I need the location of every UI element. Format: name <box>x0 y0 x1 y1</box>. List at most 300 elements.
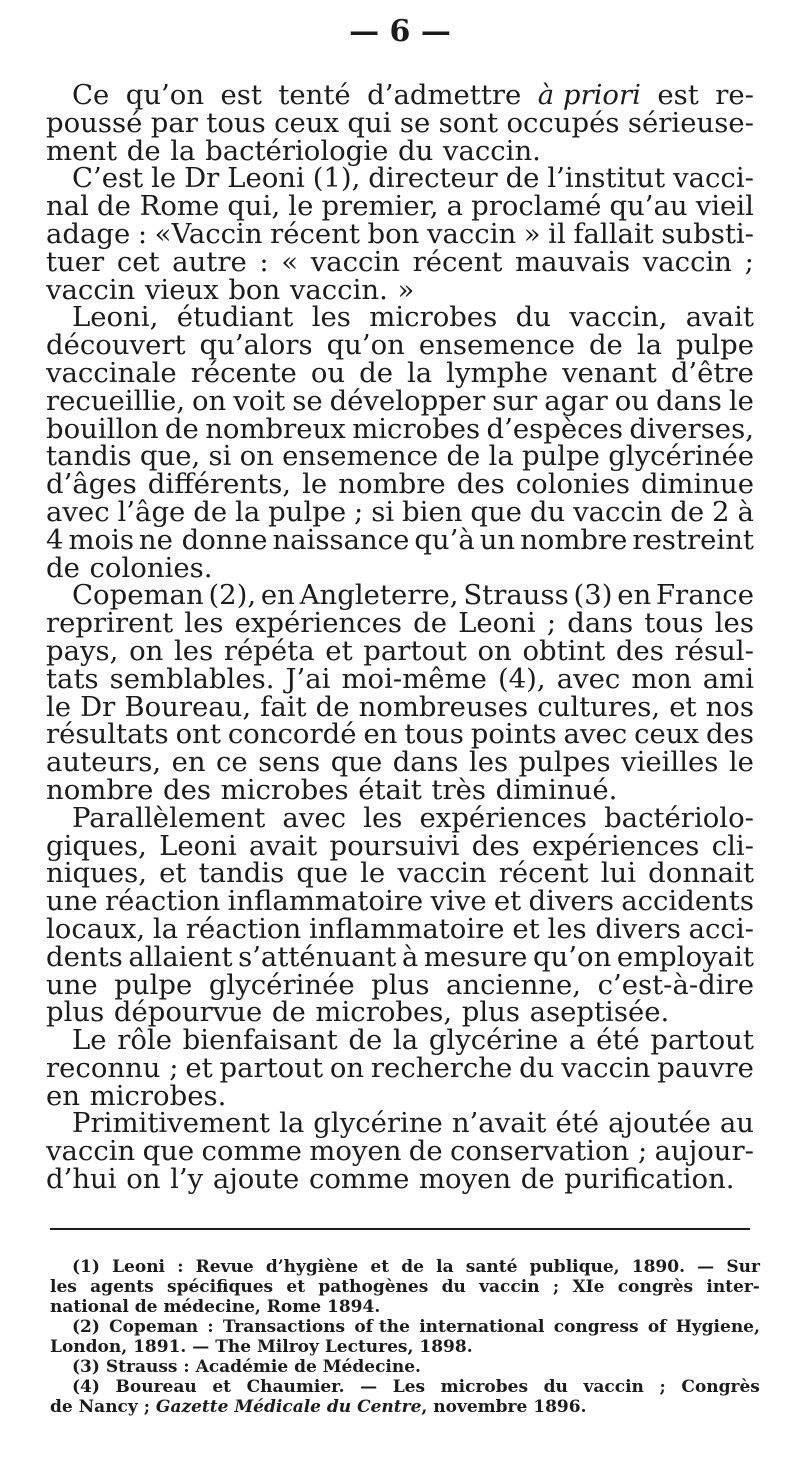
word: expériences <box>532 829 700 862</box>
word: des <box>705 718 754 751</box>
word: of the <box>354 1317 410 1337</box>
word: pays, <box>46 634 119 667</box>
word: en <box>171 746 206 779</box>
word: Nancy ; <box>78 1397 150 1417</box>
word: tandis <box>198 857 285 890</box>
word: partout <box>650 1024 754 1057</box>
word: est <box>220 79 262 111</box>
word: microbes <box>440 1377 529 1397</box>
word: mois <box>68 523 134 556</box>
word: d’être <box>670 356 754 389</box>
text-line <box>46 245 754 278</box>
word: découvert <box>46 329 186 362</box>
word: vive <box>430 885 487 918</box>
word: cli- <box>711 829 754 862</box>
word: autre <box>172 245 247 278</box>
word: de <box>401 1257 424 1277</box>
word: points <box>470 718 557 751</box>
text-line <box>46 996 754 1029</box>
word: à <box>401 940 419 973</box>
word: tuer <box>46 245 105 278</box>
text-line <box>46 885 754 918</box>
footnote-line <box>50 1377 760 1397</box>
word: — <box>360 1377 378 1397</box>
word: tous <box>206 106 266 139</box>
text-line <box>46 134 754 167</box>
word: avec <box>556 662 621 695</box>
word: vaccin <box>426 217 517 250</box>
text-line <box>46 190 754 223</box>
word: été <box>555 1107 600 1140</box>
word: diminue <box>641 468 754 501</box>
word: les divers <box>547 912 681 945</box>
word: colonies. <box>89 551 213 584</box>
word: répéta <box>223 634 315 667</box>
text-line <box>46 801 754 834</box>
word: et <box>212 1377 232 1397</box>
word: vaccin <box>561 1051 651 1084</box>
text-line <box>46 1107 754 1140</box>
word: voit <box>233 384 286 417</box>
word: ancienne, <box>446 968 582 1001</box>
word: Ce <box>72 79 110 111</box>
text-line <box>46 356 754 389</box>
word: diminué. <box>495 773 618 806</box>
word: 1890. <box>631 1257 685 1277</box>
word: ; <box>744 245 754 278</box>
word: Parallèlement <box>72 801 266 834</box>
word: ont <box>175 718 221 751</box>
word: qu’on <box>125 79 205 111</box>
word: Revue <box>195 1257 254 1277</box>
word: occupés <box>506 106 620 139</box>
word: Lectures, <box>324 1337 414 1357</box>
word: expériences <box>234 607 402 640</box>
word: été <box>596 1024 640 1057</box>
word: Copeman <box>109 1317 199 1337</box>
word: qui, <box>227 190 281 223</box>
word: une <box>46 968 98 1001</box>
word: la <box>170 134 196 167</box>
text-line <box>46 301 754 334</box>
text-line <box>46 412 754 445</box>
word: inflammatoire <box>227 885 424 918</box>
word: on <box>329 1051 365 1084</box>
word: cet <box>116 245 160 278</box>
word: et <box>669 690 697 723</box>
word: en <box>46 1079 80 1112</box>
word: étudiant <box>176 301 294 334</box>
word: locaux, <box>46 912 146 945</box>
word: « <box>281 245 299 278</box>
word: allaient <box>128 940 233 973</box>
text-line <box>46 746 754 779</box>
word: si <box>208 440 232 473</box>
word: glycérine <box>428 1024 559 1057</box>
word: poussé <box>46 106 143 139</box>
word: mon <box>631 662 692 695</box>
word: employait <box>616 940 754 973</box>
word: réaction <box>185 912 302 945</box>
word: 1891. <box>133 1337 187 1357</box>
word: purification. <box>564 1163 735 1196</box>
word: au <box>719 1107 754 1140</box>
word: poursuivi <box>329 829 460 862</box>
word: nal <box>46 190 89 223</box>
word: de <box>359 356 393 389</box>
word: microbes, <box>315 996 453 1029</box>
word: reprirent <box>46 607 174 640</box>
word: recueillie, <box>46 384 186 417</box>
word: de <box>413 607 447 640</box>
word: premier, <box>321 190 439 223</box>
word: il <box>548 217 566 250</box>
word: (1), <box>312 162 361 195</box>
word: un <box>479 523 516 556</box>
word: les <box>468 746 509 779</box>
text-line <box>46 162 754 195</box>
text-line <box>46 857 754 890</box>
word: bactériolo- <box>604 801 754 834</box>
word: développer <box>329 384 486 417</box>
word: vaccin <box>573 495 663 528</box>
word: les <box>363 801 403 834</box>
word: les <box>714 607 754 640</box>
word: spécifiques <box>167 1277 274 1297</box>
word: (4), <box>497 662 546 695</box>
word: en <box>617 579 652 612</box>
word: tenté <box>278 79 351 111</box>
word: n’avait <box>451 1107 547 1140</box>
word: ensemence <box>418 329 575 362</box>
word: sens <box>258 746 321 779</box>
word: Gazette Médicale du Centre, <box>155 1397 428 1417</box>
word: microbes. <box>89 1079 227 1112</box>
word: récent <box>498 857 589 890</box>
footnote-line <box>50 1297 760 1317</box>
word: la <box>152 912 179 945</box>
word: moi-même <box>341 662 487 695</box>
word: «Vaccin <box>154 217 263 250</box>
word: nombreuses <box>358 690 529 723</box>
word: ; <box>546 607 557 640</box>
word: Leoni <box>458 607 536 640</box>
word: de <box>294 1357 317 1377</box>
word: naissance <box>272 523 410 556</box>
word: c’est-à-dire <box>597 968 754 1001</box>
word: Congrès <box>681 1377 760 1397</box>
word: (3) <box>573 579 613 612</box>
word: ; <box>552 1277 560 1297</box>
text-line <box>46 690 754 723</box>
word: de <box>670 495 705 528</box>
word: était <box>358 773 422 806</box>
word: bienfaisant <box>182 1024 338 1057</box>
word: qu’on <box>532 940 612 973</box>
text-line <box>46 468 754 501</box>
word: la <box>636 329 663 362</box>
word: vaccinale <box>46 356 177 389</box>
word: dents <box>46 940 123 973</box>
word: congress <box>553 1317 639 1337</box>
text-line <box>46 1163 754 1196</box>
word: ne donne <box>138 523 268 556</box>
word: le <box>360 857 386 890</box>
text-line <box>46 662 754 695</box>
word: pulpe <box>521 440 600 473</box>
word: moyen <box>418 1163 512 1196</box>
word: reconnu ; <box>46 1051 179 1084</box>
word: que <box>330 746 383 779</box>
text-line <box>46 968 754 1001</box>
word: plus <box>461 996 520 1029</box>
word: médecine, <box>163 1297 261 1317</box>
word: du <box>515 301 551 334</box>
word: de <box>126 134 161 167</box>
word: à <box>737 495 754 528</box>
word: a <box>569 1024 586 1057</box>
word: et <box>512 912 540 945</box>
word: diverses, <box>629 412 754 445</box>
text-line <box>46 718 754 751</box>
word: France <box>655 579 754 612</box>
word: et <box>286 1277 306 1297</box>
word: d’hui <box>46 1163 117 1196</box>
word: pulpe <box>675 329 754 362</box>
word: » <box>397 273 415 306</box>
word: plus <box>46 996 105 1029</box>
word: vaccin, <box>569 301 668 334</box>
word: bon <box>228 273 281 306</box>
word: ajoute <box>212 1163 300 1196</box>
word: la <box>436 1257 454 1277</box>
word: nombreux <box>205 412 346 445</box>
word: Leoni <box>112 1257 166 1277</box>
word: Hygiene, <box>675 1317 760 1337</box>
text-line <box>46 1024 754 1057</box>
footnote-line <box>50 1317 760 1337</box>
word: les <box>311 301 351 334</box>
word: tous <box>404 718 464 751</box>
word: Primitivement <box>72 1107 271 1140</box>
word: J’ai <box>285 662 331 695</box>
word: Académie <box>195 1357 289 1377</box>
word: Boureau <box>115 1377 197 1397</box>
word: d’hygiène <box>265 1257 359 1277</box>
word: des <box>471 829 520 862</box>
word: 1898. <box>419 1337 473 1357</box>
word: Strauss <box>463 579 569 612</box>
word: (2) <box>72 1317 100 1337</box>
word: ; <box>354 495 364 528</box>
word: à priori <box>537 79 641 111</box>
word: bien <box>402 495 463 528</box>
word: se <box>399 106 431 139</box>
word: ensemence <box>282 440 439 473</box>
word: avait <box>249 829 318 862</box>
word: qui <box>347 106 392 139</box>
word: donnait <box>648 857 754 890</box>
word: l’institut <box>547 162 666 195</box>
word: vaccin <box>642 245 732 278</box>
word: le <box>46 690 72 723</box>
word: microbes <box>220 773 349 806</box>
word: de Rome <box>97 190 220 223</box>
text-line <box>46 912 754 945</box>
text-line <box>46 579 754 612</box>
word: Rome <box>266 1297 322 1317</box>
word: 1896. <box>533 1397 587 1417</box>
word: agar <box>544 384 608 417</box>
word: de <box>588 329 623 362</box>
word: C’est <box>72 162 144 195</box>
word: on <box>477 634 512 667</box>
word: ; <box>659 1377 666 1397</box>
footnote-line <box>50 1277 760 1297</box>
word: des <box>456 468 505 501</box>
word: Transactions <box>222 1317 346 1337</box>
word: adage <box>46 217 131 250</box>
word: congrès <box>617 1277 694 1297</box>
footnote-rule <box>50 1228 750 1230</box>
word: vaccin. <box>289 273 388 306</box>
word: fait <box>260 690 307 723</box>
text-line <box>46 384 754 417</box>
word: international <box>419 1317 545 1337</box>
text-line <box>46 1051 754 1084</box>
word: ce <box>215 746 248 779</box>
word: le <box>728 746 754 779</box>
word: Copeman <box>72 579 204 612</box>
word: que <box>296 857 348 890</box>
word: résultats <box>46 718 169 751</box>
word: » <box>523 217 541 250</box>
word: Dr <box>80 690 116 723</box>
word: Leoni, <box>72 301 159 334</box>
word: Les <box>392 1377 426 1397</box>
word: d’âges <box>46 468 137 501</box>
word: tats <box>46 662 99 695</box>
word: microbes <box>352 412 481 445</box>
word: avait <box>685 301 754 334</box>
word: vacci- <box>673 162 754 195</box>
word: sérieuse- <box>627 106 754 139</box>
word: on <box>192 384 227 417</box>
word: conservation ; <box>450 1135 648 1168</box>
word: restreint <box>632 523 754 556</box>
word: : <box>177 1257 184 1277</box>
word: giques, <box>46 829 147 862</box>
text-line <box>46 79 754 111</box>
word: de <box>164 412 199 445</box>
word: ceux <box>634 718 699 751</box>
word: dans <box>392 746 459 779</box>
word: très <box>431 773 487 806</box>
word: les <box>174 634 214 667</box>
word: — <box>192 1337 210 1357</box>
word: vaccin <box>46 1135 136 1168</box>
word: accidents <box>621 885 754 918</box>
word: on <box>126 1163 161 1196</box>
word: pauvre <box>657 1051 754 1084</box>
word: réaction <box>104 885 221 918</box>
word: le <box>728 384 754 417</box>
word: de <box>46 551 80 584</box>
footnote-line <box>50 1337 760 1357</box>
word: Milroy <box>256 1337 319 1357</box>
word: se <box>292 384 323 417</box>
word: agents <box>90 1277 154 1297</box>
word: plus <box>371 968 430 1001</box>
word: de <box>134 1297 158 1317</box>
word: dépourvue <box>113 996 263 1029</box>
word: publique, <box>529 1257 620 1277</box>
word: substi- <box>661 217 754 250</box>
word: de <box>348 1024 383 1057</box>
text-line <box>46 217 754 250</box>
text-line <box>46 329 754 362</box>
word: 1894. <box>327 1297 381 1317</box>
word: l’âge <box>117 495 186 528</box>
word: novembre <box>433 1397 528 1417</box>
word: (4) <box>72 1377 100 1397</box>
word: d’espèces <box>486 412 623 445</box>
word: partout <box>363 634 467 667</box>
word: Boureau, <box>124 690 252 723</box>
word: le <box>151 162 177 195</box>
word: glycérinée <box>608 440 754 473</box>
word: acci- <box>688 912 754 945</box>
word: et <box>325 634 353 667</box>
word: du <box>529 495 566 528</box>
word: le <box>302 468 328 501</box>
text-line <box>46 634 754 667</box>
word: la <box>406 356 433 389</box>
word: de <box>50 1397 73 1417</box>
word: (3) <box>72 1357 100 1377</box>
text-line <box>46 940 754 973</box>
word: si <box>371 495 395 528</box>
body-text <box>46 79 754 1196</box>
word: inflammatoire <box>308 912 505 945</box>
word: nombre <box>338 468 446 501</box>
word: vaccin <box>397 857 487 890</box>
word: que, <box>139 440 201 473</box>
word: pulpe <box>114 968 193 1001</box>
word: le <box>288 190 314 223</box>
word: Strauss <box>105 1357 178 1377</box>
word: XIe <box>572 1277 605 1297</box>
word: 2 <box>712 495 730 528</box>
word: que <box>470 495 522 528</box>
word: résul- <box>674 634 754 667</box>
word: expériences <box>419 801 587 834</box>
word: et <box>159 857 187 890</box>
word: ou <box>310 356 346 389</box>
word: de <box>520 1163 555 1196</box>
word: et <box>493 885 522 918</box>
text-line <box>46 607 754 640</box>
word: glycérine <box>313 1107 443 1140</box>
footnote-line <box>50 1257 760 1277</box>
word: les <box>184 607 224 640</box>
word: ment <box>46 134 118 167</box>
word: des <box>615 634 664 667</box>
word: est <box>657 79 699 111</box>
text-line <box>46 273 754 306</box>
word: partout <box>219 1051 323 1084</box>
word: ceux <box>274 106 339 139</box>
